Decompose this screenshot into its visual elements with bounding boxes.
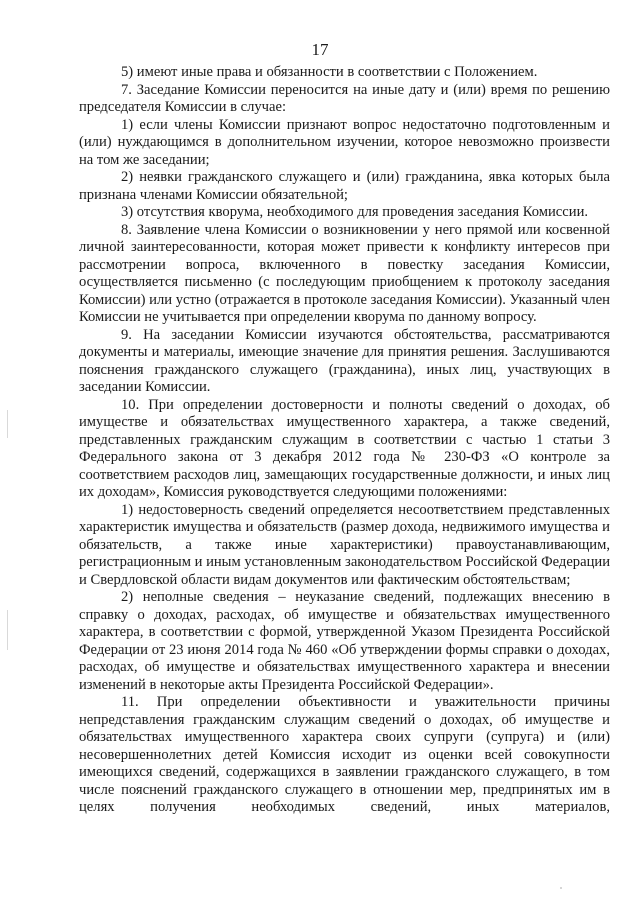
paragraph-item-5: 5) имеют иные права и обязанности в соответствии с Положением. — [121, 64, 538, 80]
paragraph-clause-7-item-3: 3) отсутствия кворума, необходимого для проведения заседания Комиссии. — [121, 204, 589, 220]
paragraph-clause-7-item-2: 2) неявки гражданского служащего и (или) гражданина, явка которых была признана членами Комиссии обязательной; — [79, 169, 610, 203]
scan-artifact-line — [7, 410, 8, 438]
paragraph-clause-11: 11. При определении объективности и уважительности причины непредставления гражданским служащим сведений о доходах, об имуществе и обязательствах имущественного характера своих супруги (супруга) и (или) несовершеннолетних детей Комиссия исходит из оценки всей совокупности имеющихся сведений, содержащихся в заявлении гражданского служащего, в том числе пояснений гражданского служащего в отношении мер, предпринятых им в целях получения необходимых сведений, иных материалов, — [79, 694, 610, 815]
paragraph-clause-8: 8. Заявление члена Комиссии о возникновении у него прямой или косвенной личной заинтересованности, которая может привести к конфликту интересов при рассмотрении вопроса, включенного в повестку заседания Комиссии, осуществляется письменно (с последующим приобщением к протоколу заседания Комиссии) или устно (отражается в протоколе заседания Комиссии). Указанный член Комиссии не учитывается при определении кворума по данному вопросу. — [79, 221, 610, 325]
paragraph-clause-10-item-2: 2) неполные сведения – неуказание сведений, подлежащих внесению в справку о доходах, расходах, об имуществе и обязательствах имущественного характера, в соответствии с формой, утвержденной Указом Президента Российской Федерации от 23 июня 2014 года № 460 «Об утверждении формы справки о доходах, расходах, об имуществе и обязательствах имущественного характера и внесении изменений в некоторые акты Президента Российской Федерации». — [79, 589, 610, 693]
paragraph-clause-9: 9. На заседании Комиссии изучаются обстоятельства, рассматриваются документы и материалы, имеющие значение для принятия решения. Заслушиваются пояснения гражданского служащего (гражданина), иных лиц, участвующих в заседании Комиссии. — [79, 326, 610, 395]
paragraph-clause-7-item-1: 1) если члены Комиссии признают вопрос недостаточно подготовленным и (или) нуждающимся в дополнительном изучении, которое невозможно произвести на том же заседании; — [79, 116, 610, 168]
page-number: 17 — [311, 40, 329, 59]
document-body — [79, 64, 610, 817]
scan-artifact-line — [7, 610, 8, 650]
paragraph-clause-10-item-1: 1) недостоверность сведений определяется несоответствием представленных характеристик имущества и обязательств (размер дохода, недвижимого имущества и обязательств, а также иные характеристики) правоустанавливающим, регистрационным и иным установленным законодательством Российской Федерации и Свердловской области видам документов или фактическим обстоятельствам; — [79, 501, 610, 588]
paragraph-clause-7: 7. Заседание Комиссии переносится на иные дату и (или) время по решению председателя Комиссии в случае: — [79, 81, 610, 115]
paragraph-clause-10: 10. При определении достоверности и полноты сведений о доходах, об имуществе и обязательствах имущественного характера, а также сведений, представленных гражданским служащим в соответствии с частью 1 статьи 3 Федерального закона от 3 декабря 2012 года № 230-ФЗ «О контроле за соответствием расходов лиц, замещающих государственные должности, и иных лиц их доходам», Комиссия руководствуется следующими положениями: — [79, 396, 610, 500]
scan-artifact-dot — [560, 887, 562, 889]
